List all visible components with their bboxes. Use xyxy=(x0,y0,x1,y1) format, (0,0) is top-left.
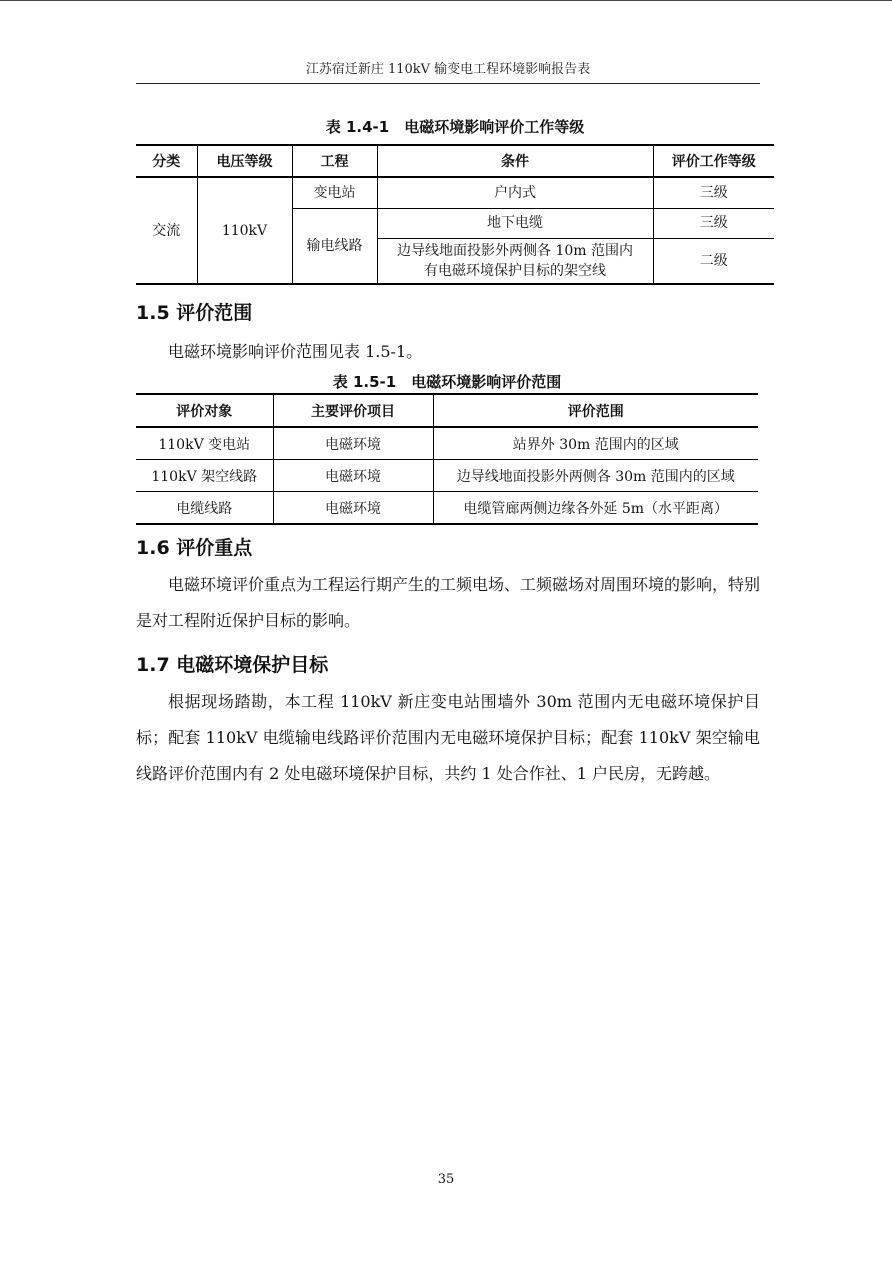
object-cell: 110kV 架空线路 xyxy=(136,460,273,492)
section-heading-1-5: 1.5 评价范围 xyxy=(136,302,253,324)
table-row xyxy=(136,177,774,208)
range-cell: 电缆管廊两侧边缘各外延 5m（水平距离） xyxy=(433,492,758,525)
section-heading-1-7: 1.7 电磁环境保护目标 xyxy=(136,654,329,676)
level-cell: 三级 xyxy=(653,208,774,238)
condition-cell: 户内式 xyxy=(377,177,653,208)
table-row xyxy=(136,492,758,525)
header-cell: 分类 xyxy=(136,145,197,177)
level-cell: 三级 xyxy=(653,177,774,208)
category-cell: 交流 xyxy=(152,222,181,239)
condition-cell: 地下电缆 xyxy=(377,208,653,238)
header-cell: 评价工作等级 xyxy=(653,145,774,177)
level-cell: 二级 xyxy=(653,238,774,284)
project-cell: 输电线路 xyxy=(292,208,377,284)
table-1-4-1 xyxy=(136,144,774,285)
table-1-4-1-caption: 表 1.4-1 电磁环境影响评价工作等级 xyxy=(325,118,585,136)
item-cell: 电磁环境 xyxy=(273,460,433,492)
page-top-rule xyxy=(0,0,892,1)
table-header-row xyxy=(136,145,774,177)
section-1-7-text: 根据现场踏勘，本工程 110kV 新庄变电站围墙外 30m 范围内无电磁环境保护目标；配套 110kV 电缆输电线路评价范围内无电磁环境保护目标；配套 110kV 架空输电线路评价范围内有 2 处电磁环境保护目标，共约 1 处合作社、1 户民房，无跨越。 xyxy=(136,692,760,783)
header-cell: 工程 xyxy=(292,145,377,177)
page-number: 35 xyxy=(437,1172,455,1187)
table-header-row xyxy=(136,394,758,427)
header-cell: 电压等级 xyxy=(197,145,292,177)
object-cell: 电缆线路 xyxy=(136,492,273,525)
header-cell: 主要评价项目 xyxy=(273,394,433,427)
item-cell: 电磁环境 xyxy=(273,427,433,460)
section-1-5-text: 电磁环境影响评价范围见表 1.5-1。 xyxy=(168,342,423,361)
range-cell: 站界外 30m 范围内的区域 xyxy=(433,427,758,460)
range-cell: 边导线地面投影外两侧各 30m 范围内的区域 xyxy=(433,460,758,492)
object-cell: 110kV 变电站 xyxy=(158,436,251,453)
table-1-5-1-caption: 表 1.5-1 电磁环境影响评价范围 xyxy=(332,373,562,391)
header-cell: 评价范围 xyxy=(433,394,758,427)
table-row xyxy=(136,460,758,492)
table-1-5-1 xyxy=(136,393,758,525)
condition-cell xyxy=(377,238,653,284)
table-row xyxy=(136,427,758,460)
item-cell: 电磁环境 xyxy=(273,492,433,525)
header-cell: 条件 xyxy=(377,145,653,177)
condition-line: 有电磁环境保护目标的架空线 xyxy=(424,262,606,279)
running-header: 江苏宿迁新庄 110kV 输变电工程环境影响报告表 xyxy=(136,58,760,84)
section-heading-1-6: 1.6 评价重点 xyxy=(136,537,253,559)
voltage-cell: 110kV xyxy=(197,177,292,284)
condition-line: 边导线地面投影外两侧各 10m 范围内 xyxy=(397,242,633,259)
header-cell: 评价对象 xyxy=(136,394,273,427)
section-1-6-text: 电磁环境评价重点为工程运行期产生的工频电场、工频磁场对周围环境的影响，特别是对工程附近保护目标的影响。 xyxy=(136,575,761,630)
project-cell: 变电站 xyxy=(292,177,377,208)
